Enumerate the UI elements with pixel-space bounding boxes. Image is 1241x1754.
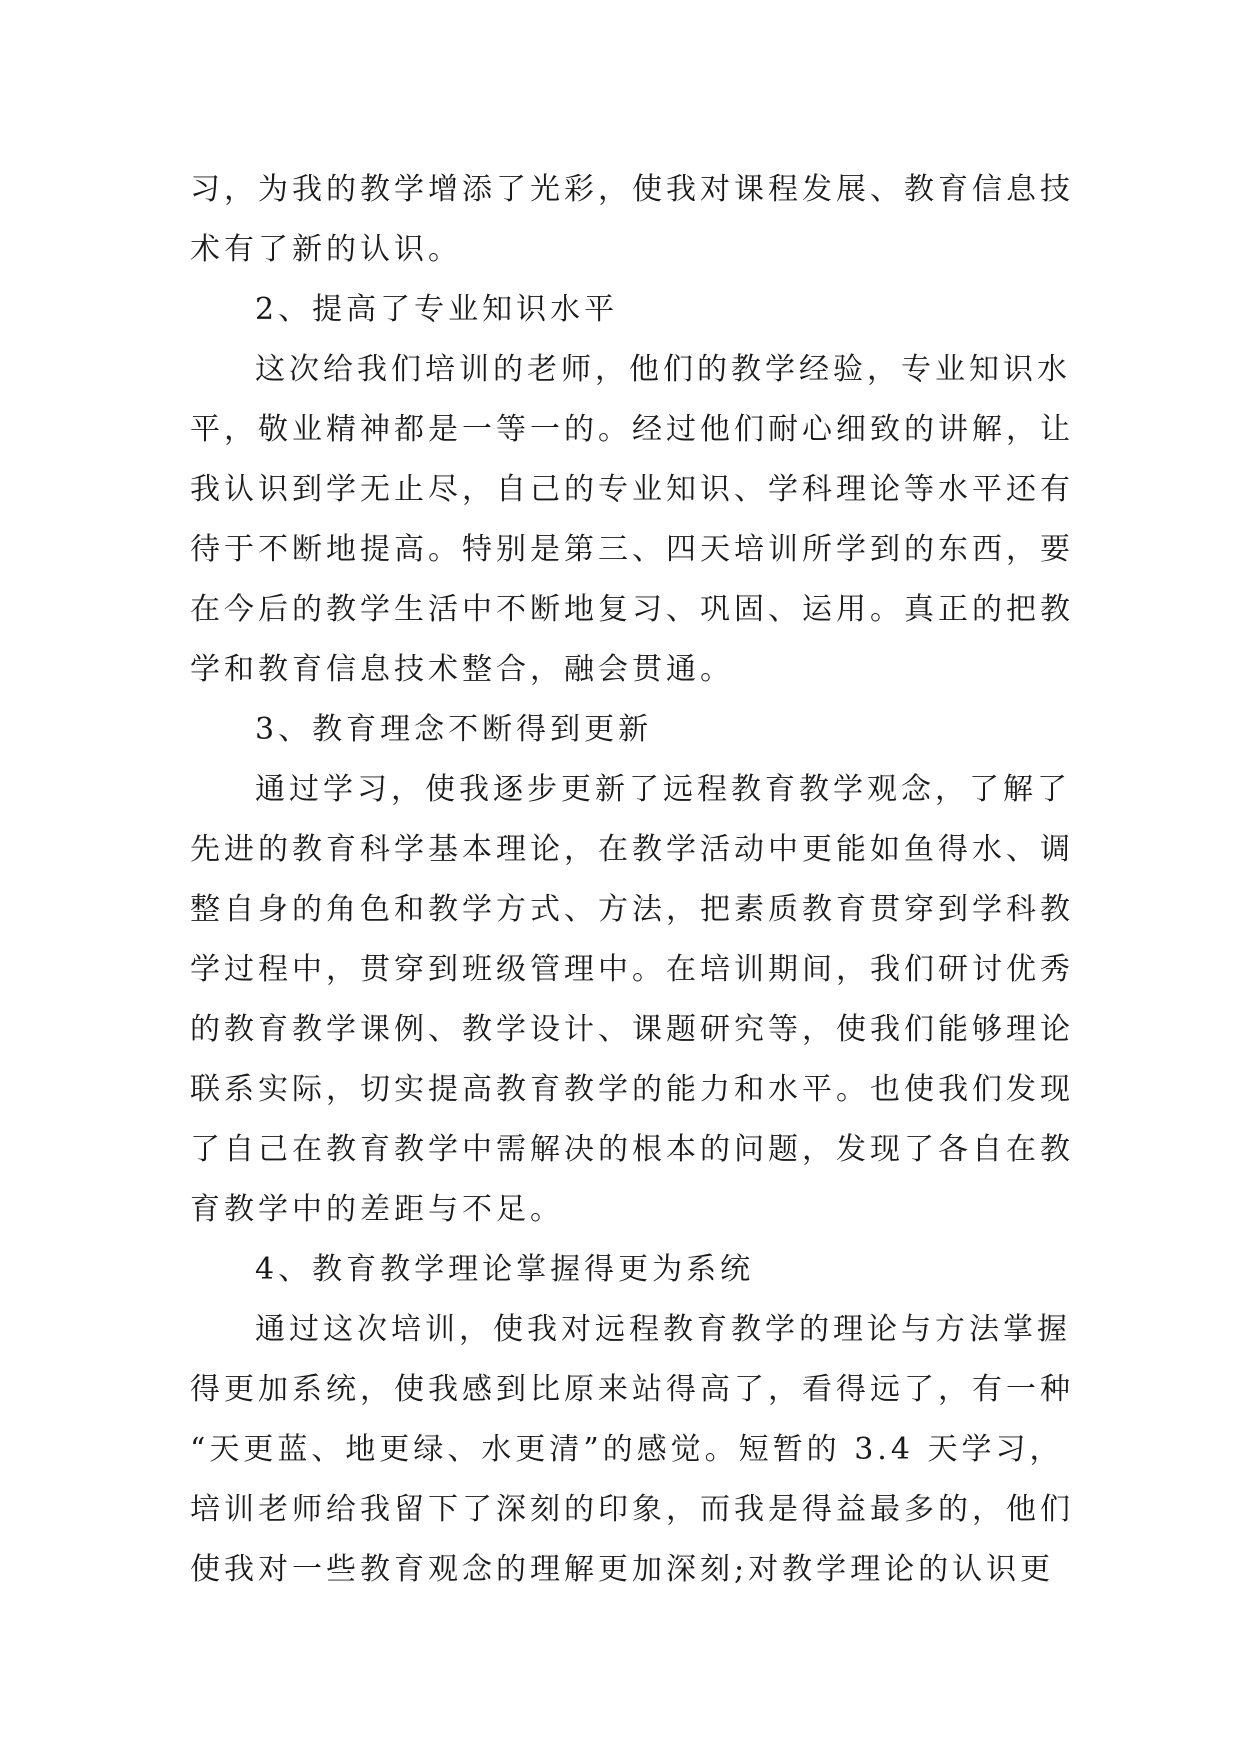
text-line: 通过这次培训，使我对远程教育教学的理论与方法掌握 [255, 1312, 1071, 1347]
text-line: 整自身的角色和教学方式、方法，把素质教育贯穿到学科教 [190, 892, 1074, 927]
text-line: 培训老师给我留下了深刻的印象，而我是得益最多的，他们 [190, 1492, 1074, 1527]
text-line: 这次给我们培训的老师，他们的教学经验，专业知识水 [255, 352, 1071, 387]
text-line: 学过程中，贯穿到班级管理中。在培训期间，我们研讨优秀 [190, 952, 1074, 987]
text-line: 使我对一些教育观念的理解更加深刻;对教学理论的认识更 [190, 1552, 1055, 1587]
text-line: 术有了新的认识。 [190, 232, 462, 267]
section-heading: 2、提高了专业知识水平 [255, 292, 619, 327]
text-line: 联系实际，切实提高教育教学的能力和水平。也使我们发现 [190, 1072, 1074, 1107]
text-line: 在今后的教学生活中不断地复习、巩固、运用。真正的把教 [190, 592, 1074, 627]
text-line: 我认识到学无止尽，自己的专业知识、学科理论等水平还有 [190, 472, 1074, 507]
document-body [190, 160, 1074, 1600]
text-line: 育教学中的差距与不足。 [190, 1192, 564, 1227]
text-line: 了自己在教育教学中需解决的根本的问题，发现了各自在教 [190, 1132, 1074, 1167]
text-line: 待于不断地提高。特别是第三、四天培训所学到的东西，要 [190, 532, 1074, 567]
text-line: 习，为我的教学增添了光彩，使我对课程发展、教育信息技 [190, 172, 1074, 207]
text-line: 通过学习，使我逐步更新了远程教育教学观念，了解了 [255, 772, 1071, 807]
text-line: 得更加系统，使我感到比原来站得高了，看得远了，有一种 [190, 1372, 1074, 1407]
text-line: “天更蓝、地更绿、水更清”的感觉。短暂的 3.4 天学习， [190, 1432, 1064, 1467]
text-line: 先进的教育科学基本理论，在教学活动中更能如鱼得水、调 [190, 832, 1074, 867]
section-heading: 3、教育理念不断得到更新 [255, 712, 653, 747]
section-heading: 4、教育教学理论掌握得更为系统 [255, 1252, 755, 1287]
text-line: 的教育教学课例、教学设计、课题研究等，使我们能够理论 [190, 1012, 1074, 1047]
text-line: 学和教育信息技术整合，融会贯通。 [190, 652, 734, 687]
text-line: 平，敬业精神都是一等一的。经过他们耐心细致的讲解，让 [190, 412, 1074, 447]
